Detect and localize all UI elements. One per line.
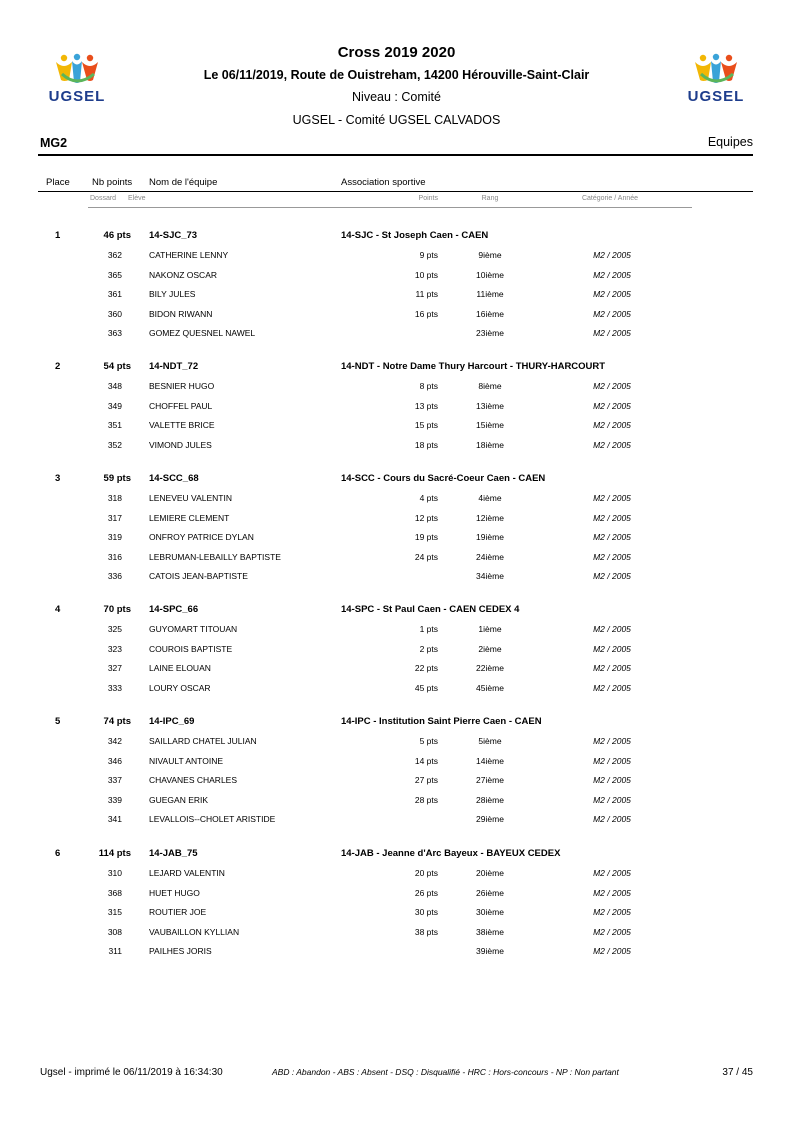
runner-rank: 29ième [476, 814, 504, 824]
col-association: Association sportive [341, 177, 426, 188]
category-label: MG2 [40, 136, 68, 150]
runner-points: 26 pts [414, 887, 438, 898]
runner-name: BIDON RIWANN [149, 308, 213, 319]
runner-rank: 27ième [476, 775, 504, 785]
runner-category: M2 / 2005 [593, 551, 631, 562]
runner-name: LENEVEU VALENTIN [149, 493, 232, 503]
runner-rank: 18ième [476, 439, 504, 450]
runner-rank: 22ième [476, 663, 504, 673]
runner-points: 15 pts [414, 420, 438, 430]
ugsel-logo-text: UGSEL [687, 88, 745, 105]
runner-rank: 15ième [476, 420, 504, 430]
runner-category: M2 / 2005 [593, 907, 631, 917]
runner-dossard: 311 [108, 946, 122, 956]
runner-rank: 38ième [476, 926, 504, 937]
runner-dossard: 352 [107, 439, 122, 450]
runner-name: HUET HUGO [149, 887, 200, 898]
team-points: 114 pts [98, 848, 131, 859]
runner-points: 14 pts [414, 755, 438, 766]
runner-name: GUYOMART TITOUAN [149, 624, 238, 634]
runner-category: M2 / 2005 [593, 814, 631, 824]
col-rang: Rang [481, 195, 499, 202]
runner-rank: 2ième [478, 643, 502, 654]
runner-dossard: 315 [107, 907, 122, 917]
runner-points: 5 pts [419, 736, 438, 746]
team-place: 3 [55, 473, 61, 484]
team-place: 1 [55, 230, 61, 241]
runner-dossard: 308 [107, 926, 122, 937]
runner-name: NIVAULT ANTOINE [149, 755, 224, 766]
runner-points: 2 pts [419, 643, 438, 654]
runner-name: BILY JULES [149, 289, 196, 299]
team-name: 14-SCC_68 [149, 473, 199, 484]
runner-points: 28 pts [414, 794, 438, 805]
col-dossard: Dossard [90, 195, 117, 202]
team-points: 59 pts [103, 473, 131, 484]
runner-rank: 14ième [476, 755, 504, 766]
runner-category: M2 / 2005 [593, 682, 631, 693]
runner-category: M2 / 2005 [593, 250, 631, 260]
runner-points: 22 pts [414, 663, 438, 673]
runner-rank: 1ième [478, 624, 502, 634]
runner-name: NAKONZ OSCAR [149, 269, 218, 280]
runner-points: 27 pts [414, 775, 438, 785]
runner-category: M2 / 2005 [593, 289, 631, 299]
runner-rank: 13ième [476, 400, 504, 411]
team-points: 70 pts [103, 604, 131, 615]
runner-rank: 20ième [476, 868, 504, 878]
team-association: 14-SCC - Cours du Sacré-Coeur Caen - CAEN [341, 473, 546, 484]
event-title: Cross 2019 2020 [337, 44, 456, 61]
runner-rank: 10ième [476, 269, 504, 280]
runner-category: M2 / 2005 [593, 663, 631, 673]
runner-dossard: 363 [107, 328, 122, 338]
runner-rank: 16ième [476, 308, 504, 319]
runner-points: 20 pts [414, 868, 438, 878]
subheader-divider [88, 207, 692, 208]
runner-dossard: 361 [107, 289, 122, 299]
runner-category: M2 / 2005 [593, 755, 631, 766]
runner-name: LOURY OSCAR [149, 682, 211, 693]
runner-rank: 30ième [476, 907, 504, 917]
event-committee: UGSEL - Comité UGSEL CALVADOS [292, 113, 501, 127]
col-categorie: Catégorie / Année [581, 195, 639, 202]
runner-dossard: 346 [107, 755, 122, 766]
runner-dossard: 317 [107, 512, 122, 523]
runner-name: SAILLARD CHATEL JULIAN [149, 736, 257, 746]
runner-name: BESNIER HUGO [149, 381, 215, 391]
runner-dossard: 319 [107, 532, 122, 542]
team-place: 2 [55, 361, 61, 372]
runner-points: 24 pts [414, 551, 438, 562]
runner-dossard: 339 [107, 794, 122, 805]
runner-points: 4 pts [419, 493, 438, 503]
event-subtitle: Le 06/11/2019, Route de Ouistreham, 14200 Hérouville-Saint-Clair [203, 68, 590, 82]
runner-points: 1 pts [419, 624, 438, 634]
team-name: 14-SJC_73 [149, 230, 198, 241]
ugsel-logo-text: UGSEL [48, 88, 106, 105]
runner-name: CHAVANES CHARLES [149, 775, 238, 785]
runner-name: VIMOND JULES [149, 439, 212, 450]
runner-rank: 23ième [476, 328, 504, 338]
col-team-name: Nom de l'équipe [149, 177, 218, 188]
runner-name: ROUTIER JOE [149, 907, 207, 917]
runner-points: 12 pts [414, 512, 438, 523]
runner-points: 11 pts [415, 289, 438, 299]
team-points: 54 pts [103, 361, 131, 372]
runner-dossard: 318 [107, 493, 122, 503]
runner-category: M2 / 2005 [593, 946, 631, 956]
runner-rank: 28ième [476, 794, 504, 805]
runner-dossard: 342 [107, 736, 122, 746]
runner-category: M2 / 2005 [593, 532, 631, 542]
team-association: 14-IPC - Institution Saint Pierre Caen - CAEN [341, 716, 542, 727]
team-name: 14-NDT_72 [149, 361, 199, 372]
runner-name: CHOFFEL PAUL [149, 400, 213, 411]
runner-category: M2 / 2005 [593, 643, 631, 654]
runner-dossard: 365 [107, 269, 122, 280]
runner-category: M2 / 2005 [593, 736, 631, 746]
runner-points: 13 pts [414, 400, 438, 411]
runner-rank: 8ième [478, 381, 502, 391]
runner-category: M2 / 2005 [593, 926, 631, 937]
footer-legend: ABD : Abandon - ABS : Absent - DSQ : Disqualifié - HRC : Hors-concours - NP : Non partant [272, 1067, 619, 1077]
col-points: Points [418, 195, 438, 202]
runner-points: 16 pts [414, 308, 438, 319]
runner-rank: 9ième [478, 250, 502, 260]
team-place: 6 [55, 848, 61, 859]
runner-rank: 12ième [476, 512, 504, 523]
runner-category: M2 / 2005 [593, 624, 631, 634]
col-place: Place [46, 177, 70, 188]
runner-category: M2 / 2005 [593, 794, 631, 805]
col-eleve: Elève [128, 195, 146, 202]
runner-name: CATOIS JEAN-BAPTISTE [149, 571, 248, 581]
runner-rank: 24ième [476, 551, 504, 562]
runner-rank: 4ième [478, 493, 502, 503]
event-level: Niveau : Comité [352, 90, 441, 104]
runner-rank: 5ième [478, 736, 502, 746]
runner-points: 45 pts [414, 682, 438, 693]
runner-category: M2 / 2005 [593, 493, 631, 503]
runner-dossard: 333 [107, 682, 122, 693]
runner-points: 9 pts [419, 250, 438, 260]
runner-rank: 34ième [476, 571, 504, 581]
runner-category: M2 / 2005 [593, 308, 631, 319]
runner-name: LEMIERE CLEMENT [149, 512, 230, 523]
team-place: 5 [55, 716, 61, 727]
runner-category: M2 / 2005 [593, 512, 631, 523]
runner-points: 18 pts [414, 439, 438, 450]
runner-rank: 45ième [476, 682, 504, 693]
runner-dossard: 325 [107, 624, 122, 634]
runner-points: 8 pts [419, 381, 438, 391]
columns-divider [38, 191, 753, 192]
team-association: 14-NDT - Notre Dame Thury Harcourt - THURY-HARCOURT [341, 361, 606, 372]
runner-category: M2 / 2005 [593, 775, 631, 785]
runner-dossard: 323 [107, 643, 122, 654]
page-number: 37 / 45 [722, 1067, 753, 1078]
runner-dossard: 341 [107, 814, 122, 824]
team-name: 14-IPC_69 [149, 716, 195, 727]
runner-dossard: 316 [107, 551, 122, 562]
header-divider [38, 154, 753, 156]
runner-name: CATHERINE LENNY [149, 250, 229, 260]
runner-points: 19 pts [414, 532, 438, 542]
runner-rank: 39ième [476, 946, 504, 956]
runner-dossard: 349 [107, 400, 122, 411]
runner-name: LEVALLOIS--CHOLET ARISTIDE [149, 814, 276, 824]
runner-category: M2 / 2005 [593, 420, 631, 430]
runner-dossard: 310 [107, 868, 122, 878]
runner-name: LEBRUMAN-LEBAILLY BAPTISTE [149, 551, 281, 562]
runner-category: M2 / 2005 [593, 571, 631, 581]
team-points: 46 pts [103, 230, 131, 241]
runner-name: GUEGAN ERIK [149, 794, 209, 805]
runner-dossard: 362 [107, 250, 122, 260]
runner-category: M2 / 2005 [593, 400, 631, 411]
runner-category: M2 / 2005 [593, 439, 631, 450]
runner-dossard: 348 [107, 381, 122, 391]
runner-rank: 19ième [476, 532, 504, 542]
runner-dossard: 351 [107, 420, 122, 430]
footer-printed: Ugsel - imprimé le 06/11/2019 à 16:34:30 [40, 1067, 223, 1078]
runner-category: M2 / 2005 [593, 269, 631, 280]
page-type-label: Equipes [707, 135, 753, 149]
runner-category: M2 / 2005 [593, 381, 631, 391]
runner-dossard: 327 [107, 663, 122, 673]
runner-dossard: 360 [107, 308, 122, 319]
team-association: 14-SJC - St Joseph Caen - CAEN [341, 230, 489, 241]
runner-dossard: 368 [107, 887, 122, 898]
runner-name: GOMEZ QUESNEL NAWEL [149, 328, 256, 338]
runner-points: 30 pts [414, 907, 438, 917]
runner-name: VAUBAILLON KYLLIAN [149, 926, 240, 937]
runner-category: M2 / 2005 [593, 887, 631, 898]
runner-name: ONFROY PATRICE DYLAN [149, 532, 254, 542]
team-place: 4 [55, 604, 61, 615]
runner-name: PAILHES JORIS [149, 946, 212, 956]
team-association: 14-SPC - St Paul Caen - CAEN CEDEX 4 [341, 604, 520, 615]
runner-category: M2 / 2005 [593, 868, 631, 878]
team-points: 74 pts [103, 716, 131, 727]
runner-rank: 26ième [476, 887, 504, 898]
runner-name: LEJARD VALENTIN [149, 868, 225, 878]
runner-name: LAINE ELOUAN [149, 663, 211, 673]
runner-category: M2 / 2005 [593, 328, 631, 338]
runner-rank: 11ième [476, 289, 504, 299]
runner-name: COUROIS BAPTISTE [149, 643, 233, 654]
runner-name: VALETTE BRICE [149, 420, 215, 430]
runner-points: 38 pts [414, 926, 438, 937]
runner-dossard: 336 [107, 571, 122, 581]
col-nb-points: Nb points [92, 177, 133, 188]
team-association: 14-JAB - Jeanne d'Arc Bayeux - BAYEUX CEDEX [341, 848, 561, 859]
runner-points: 10 pts [414, 269, 438, 280]
team-name: 14-JAB_75 [149, 848, 198, 859]
team-name: 14-SPC_66 [149, 604, 199, 615]
runner-dossard: 337 [107, 775, 122, 785]
